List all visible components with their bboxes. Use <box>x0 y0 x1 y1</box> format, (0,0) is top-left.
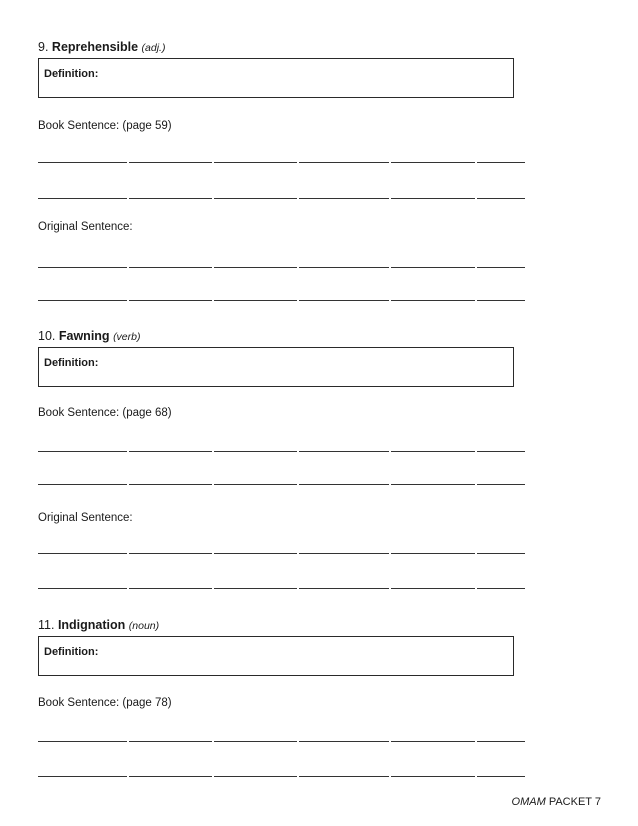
entry-word: Fawning <box>58 329 110 343</box>
definition-box[interactable] <box>38 347 514 387</box>
writing-line[interactable] <box>38 300 528 320</box>
footer-packet-label: PACKET 7 <box>545 796 601 808</box>
original-sentence-label: Original Sentence: <box>38 221 133 233</box>
entry-number: 10. <box>38 329 56 343</box>
page-footer <box>512 796 601 808</box>
book-sentence-label: Book Sentence: (page 59) <box>38 120 172 132</box>
definition-box[interactable] <box>38 636 514 676</box>
writing-line[interactable] <box>38 484 528 504</box>
writing-line[interactable] <box>38 451 528 471</box>
entry-part-of-speech: (noun) <box>128 620 160 632</box>
writing-line[interactable] <box>38 267 528 287</box>
entry-word: Reprehensible <box>51 40 139 54</box>
book-sentence-label: Book Sentence: (page 68) <box>38 407 172 419</box>
entry-number: 11. <box>38 618 55 632</box>
entry-heading <box>38 40 165 54</box>
entry-part-of-speech: (verb) <box>113 331 141 343</box>
entry-heading <box>38 329 140 343</box>
writing-line[interactable] <box>38 553 528 573</box>
writing-line[interactable] <box>38 741 528 761</box>
definition-label: Definition: <box>44 357 99 369</box>
book-sentence-label: Book Sentence: (page 78) <box>38 697 172 709</box>
entry-heading <box>38 618 159 632</box>
writing-line[interactable] <box>38 776 528 796</box>
writing-line[interactable] <box>38 162 528 182</box>
entry-word: Indignation <box>57 618 126 632</box>
original-sentence-label: Original Sentence: <box>38 512 133 524</box>
entry-number: 9. <box>38 40 49 54</box>
entry-part-of-speech: (adj.) <box>141 42 166 54</box>
footer-book-title: OMAM <box>511 796 546 808</box>
writing-line[interactable] <box>38 198 528 218</box>
definition-box[interactable] <box>38 58 514 98</box>
definition-label: Definition: <box>44 68 99 80</box>
writing-line[interactable] <box>38 588 528 608</box>
definition-label: Definition: <box>44 646 99 658</box>
